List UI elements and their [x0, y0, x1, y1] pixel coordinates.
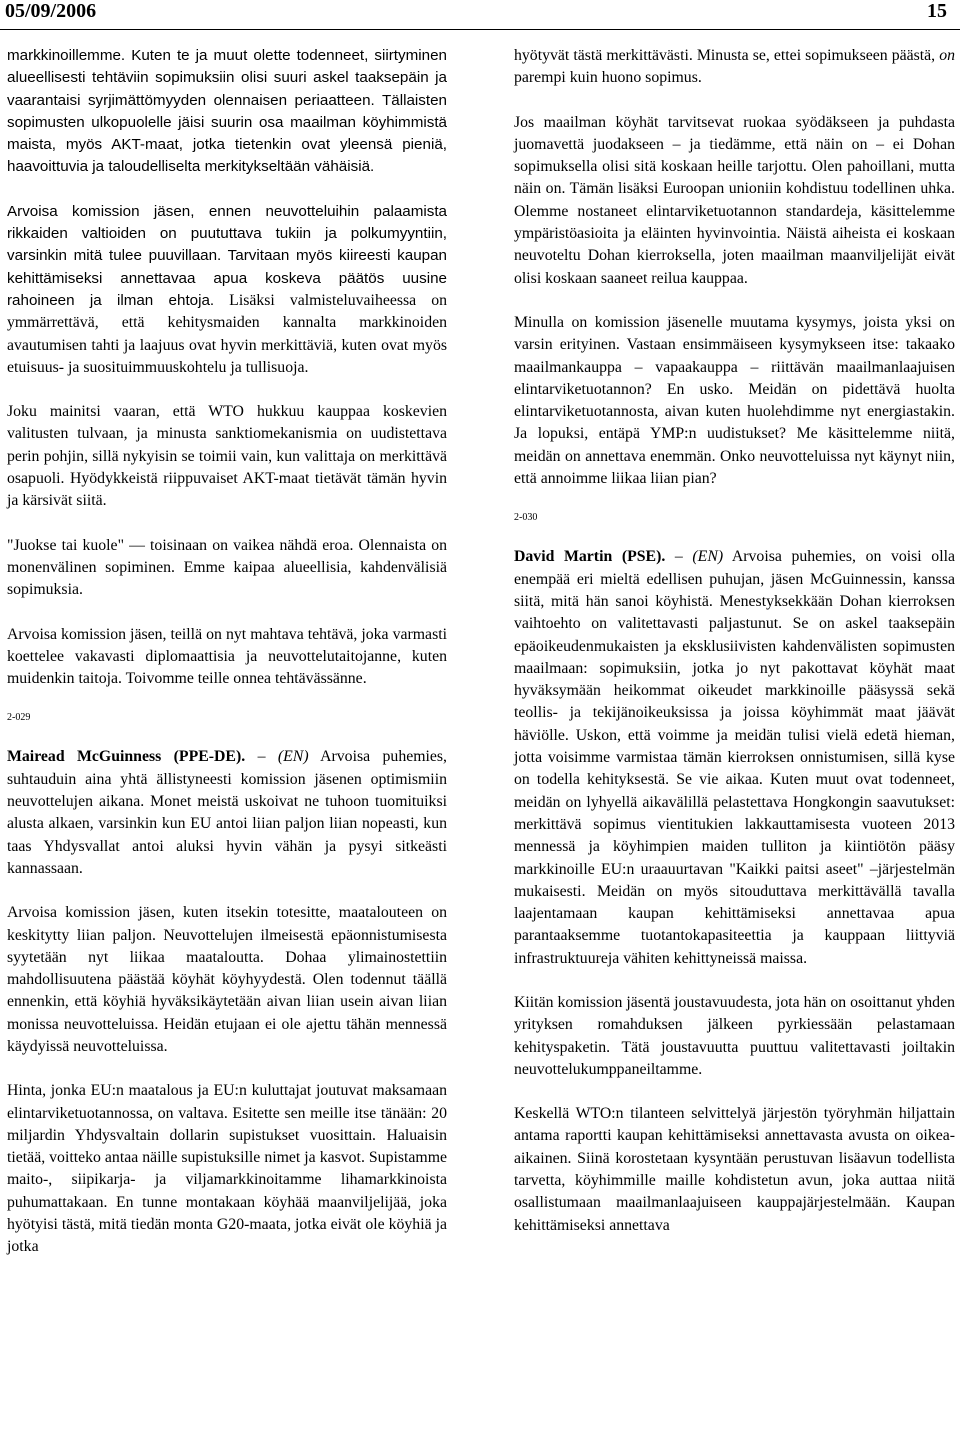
speech-text: Arvoisa puhemies, suhtauduin aina yhtä ällistyneesti komission jäsenen optimismiin neuvottelujen aikana. Monet meistä uskoivat ne tuhoon tuomituiksi alusta alkaen, varsinkin kun EU antoi liian paljon liian nopeasti, kun taas Yhdysvallat antoi aluksi hyvin vähän ja pysyi sitkeästi kannassaan. [7, 748, 448, 877]
paragraph-serif-part: Lisäksi valmisteluvaiheessa on ymmärrettävä, että kehitysmaiden kannalta markkinoiden avautumisen tahti ja laajuus ovat hyvin merkittäviä, kuten ovat myös etuisuus- ja suosituimmuuskohtelu ja tullisuoja. [7, 291, 447, 376]
page-number: 15 [927, 0, 947, 22]
emphasis: on [939, 47, 955, 64]
paragraph: Arvoisa komission jäsen, teillä on nyt mahtava tehtävä, joka varmasti koettelee vakavasti diplomaattisia ja neuvottelutaitojanne, kuten muidenkin taitoja. Toivomme teille onnea tehtävässänne. [7, 625, 447, 688]
paragraph: Arvoisa komission jäsen, kuten itsekin totesitte, maatalouteen on keskitytty liian paljon. Neuvottelujen ilmeisestä epäonnistumisesta syytetään nyt liikaa maataloutta. Dohaa ylimainostettiin mahdollisuutena päästää köyhät köyhyydestä. Olen todennut täällä ennenkin, että köyhiä hyväksikäytetään aivan liian usein aivan liian monissa neuvotteluissa. Heidän etujaan ei ole ajettu tähän mennessä käydyissä neuvotteluissa. [7, 904, 447, 1055]
speaker-name: Mairead McGuinness (PPE-DE). [7, 748, 246, 766]
paragraph: Kiitän komission jäsentä joustavuudesta, jota hän on osoittanut yhden yrityksen romahduksen jälkeen pyrkiessään pelastamaan kehityspaketin. Tätä joustavuutta puuttuu valitettavasti joiltakin neuvottelukumppaneiltamme. [514, 993, 955, 1078]
paragraph: Jos maailman köyhät tarvitsevat ruokaa syödäkseen ja puhdasta juomavettä juodakseen – ja tiedämme, että näin on – ei Dohan sopimuksella olisi sitä koskaan heille tarjottu. Olen pahoillani, mutta näin on. Tämän lisäksi Euroopan unioniin kohdistuu todellinen uhka. Olemme nostaneet elintarviketuotannon standardeja, käsittelemme ympäristöasioita ja eläinten hyvinvointia. Näistä aiheista ei koskaan neuvoteltu Dohan kierroksella, joten maailman maanviljelijät eivät olisi koskaan saaneet reilua kauppaa. [514, 113, 955, 287]
speech-text: Arvoisa puhemies, on voisi olla enempää eri mieltä edellisen puhujan, jäsen McGuinnessin, kanssa siitä, mitä hän sanoi köyhistä. Menestyksekkään Dohan kierroksen vaihtoehto on valitettavasti paljastunut. Se on askel taaksepäin epäoikeudenmukaisten ja eksklusiivisten kahdenvälisten sopimusten maailmaan: sopimuksiin, jotka jo nyt pakottavat köyhät maat hyväksymään heikommat oikeudet markkinoille pääsyssä sekä teollis- ja tekijänoikeuksissa ja joissa köyhimmät maat jäävät häviölle. Uskon, että voimme ja meidän tulisi vielä edetä hieman, jotta voisimme varmistaa tämän kierroksen onnistumisen, sillä kyse on todella kehityksestä. Se vie aikaa. Kuten muut ovat todenneet, meidän on lyhyellä aikavälillä pelastettava Hongkongin saavutukset: merkittävä sopimus vientitukien lakkauttamisesta vuoteen 2013 mennessä ja köyhimpien maiden tulliton ja kiintiötön pääsy markkinoille EU:n uraauurtavan "Kaikki paitsi aseet" –järjestelmän mukaisesti. Meidän on myös sitouduttava merkittävällä tavalla laajentamaan kaupan kehittämiseksi annettavaa apua parantaaksemme tuotantokapasiteettia ja kauppaan liittyviä infrastruktuureja vähiten kehittyneissä maissa. [514, 548, 955, 967]
paragraph-sans-part: Arvoisa komission jäsen, ennen neuvotteluihin palaamista rikkaiden valtioiden on puututtava tukiin ja polkumyyntiin, varsinkin mitä tulee puuvillaan. Tarvitaan myös kiireesti kaupan kehittämiseksi annettavaa apua koskeva päätös uusine rahoineen ja ilman ehtoja. [7, 202, 447, 309]
speech-reference: 2-030 [514, 512, 538, 524]
paragraph: Keskellä WTO:n tilanteen selvittelyä järjestön työryhmän hiljattain antama raportti kaupan kehittämiseksi annettavasta avusta on oikea-aikainen. Siinä korostetaan kysyntään perustuvan lisäavun todellista tarvetta, köyhimmille maille kohdistetun avun, joka auttaa niitä osallistumaan maailmanlaajuiseen kauppajärjestelmään. Kaupan kehittämiseksi annettava [514, 1105, 955, 1234]
header-rule [0, 29, 960, 30]
speaker-name: David Martin (PSE). [514, 548, 666, 566]
paragraph [7, 201, 447, 379]
paragraph: "Juokse tai kuole" — toisinaan on vaikea nähdä eroa. Olennaista on monenvälinen sopiminen. Emme kaipaa alueellisia, kahdenvälisiä sopimuksia. [7, 536, 447, 599]
paragraph-text: hyötyvät tästä merkittävästi. Minusta se, ettei sopimukseen päästä, [514, 47, 940, 64]
language-tag: (EN) [277, 748, 309, 766]
paragraph [514, 45, 955, 90]
paragraph: Joku mainitsi vaaran, että WTO hukkuu kauppaa koskevien valitusten tulvaan, ja minusta sanktiomekanismia on uudistettava perin pohjin, sillä nykyisin se toimii vain, kun valittaja on merkittävä osapuoli. Hyödykkeistä riippuvaiset AKT-maat tietävät tämän hyvin ja kärsivät siitä. [7, 403, 447, 510]
paragraph: Hinta, jonka EU:n maatalous ja EU:n kuluttajat joutuvat maksamaan elintarviketuotannossa, on valtava. Esitette sen meille itse tänään: 20 miljardin Yhdysvaltain dollarin supistukset vuosittain. Haluaisin tietää, voitteko antaa näille supistuksille nimet ja kasvot. Supistamme maito-, siipikarja- ja viljamarkkinoitamme lihamarkkinoista puhumattakaan. En tunne montakaan köyhää maanviljelijää, joka hyötyisi tästä, mitä tiedän monta G20-maata, jotka eivät ole köyhiä ja jotka [7, 1082, 447, 1256]
paragraph: Minulla on komission jäsenelle muutama kysymys, joista yksi on varsin erityinen. Vastaan ensimmäiseen kysymykseen itse: takaako maailmankauppa – vapaakauppa – riittävän maailmanlaajuisen elintarviketuotannon? En usko. Meidän on pidettävä huolta elintarviketuotannosta, aivan kuten huolehdimme nyt energiastakin. Ja lopuksi, entäpä YMP:n uudistukset? Me käsittelemme niitä, meidän on annettava enemmän. Onko neuvotteluissa nyt käynyt niin, että annoimme liikaa liian pian? [514, 313, 955, 488]
paragraph: markkinoillemme. Kuten te ja muut olette todenneet, siirtyminen alueellisesti tehtäviin sopimuksiin olisi suuri askel taaksepäin ja vaarantaisi syrjimättömyyden olennaisen periaatteen. Tällaisten sopimusten ulkopuolelle jäisi suurin osa maailman köyhimmistä maista, myös AKT-maat, jotka tietenkin ovat yleensä pieniä, haavoittuvia ja taloudelliselta merkitykseltään vähäisiä. [7, 47, 447, 176]
dash: – [665, 548, 693, 566]
speech-paragraph [514, 546, 955, 970]
page-header [0, 0, 960, 24]
right-column [514, 45, 955, 1259]
dash: – [245, 748, 278, 766]
header-date: 05/09/2006 [5, 0, 97, 22]
left-column [7, 45, 447, 1281]
language-tag: (EN) [692, 548, 724, 566]
speech-paragraph [7, 746, 447, 880]
paragraph-text: parempi kuin huono sopimus. [514, 69, 702, 87]
speech-reference: 2-029 [7, 712, 31, 724]
